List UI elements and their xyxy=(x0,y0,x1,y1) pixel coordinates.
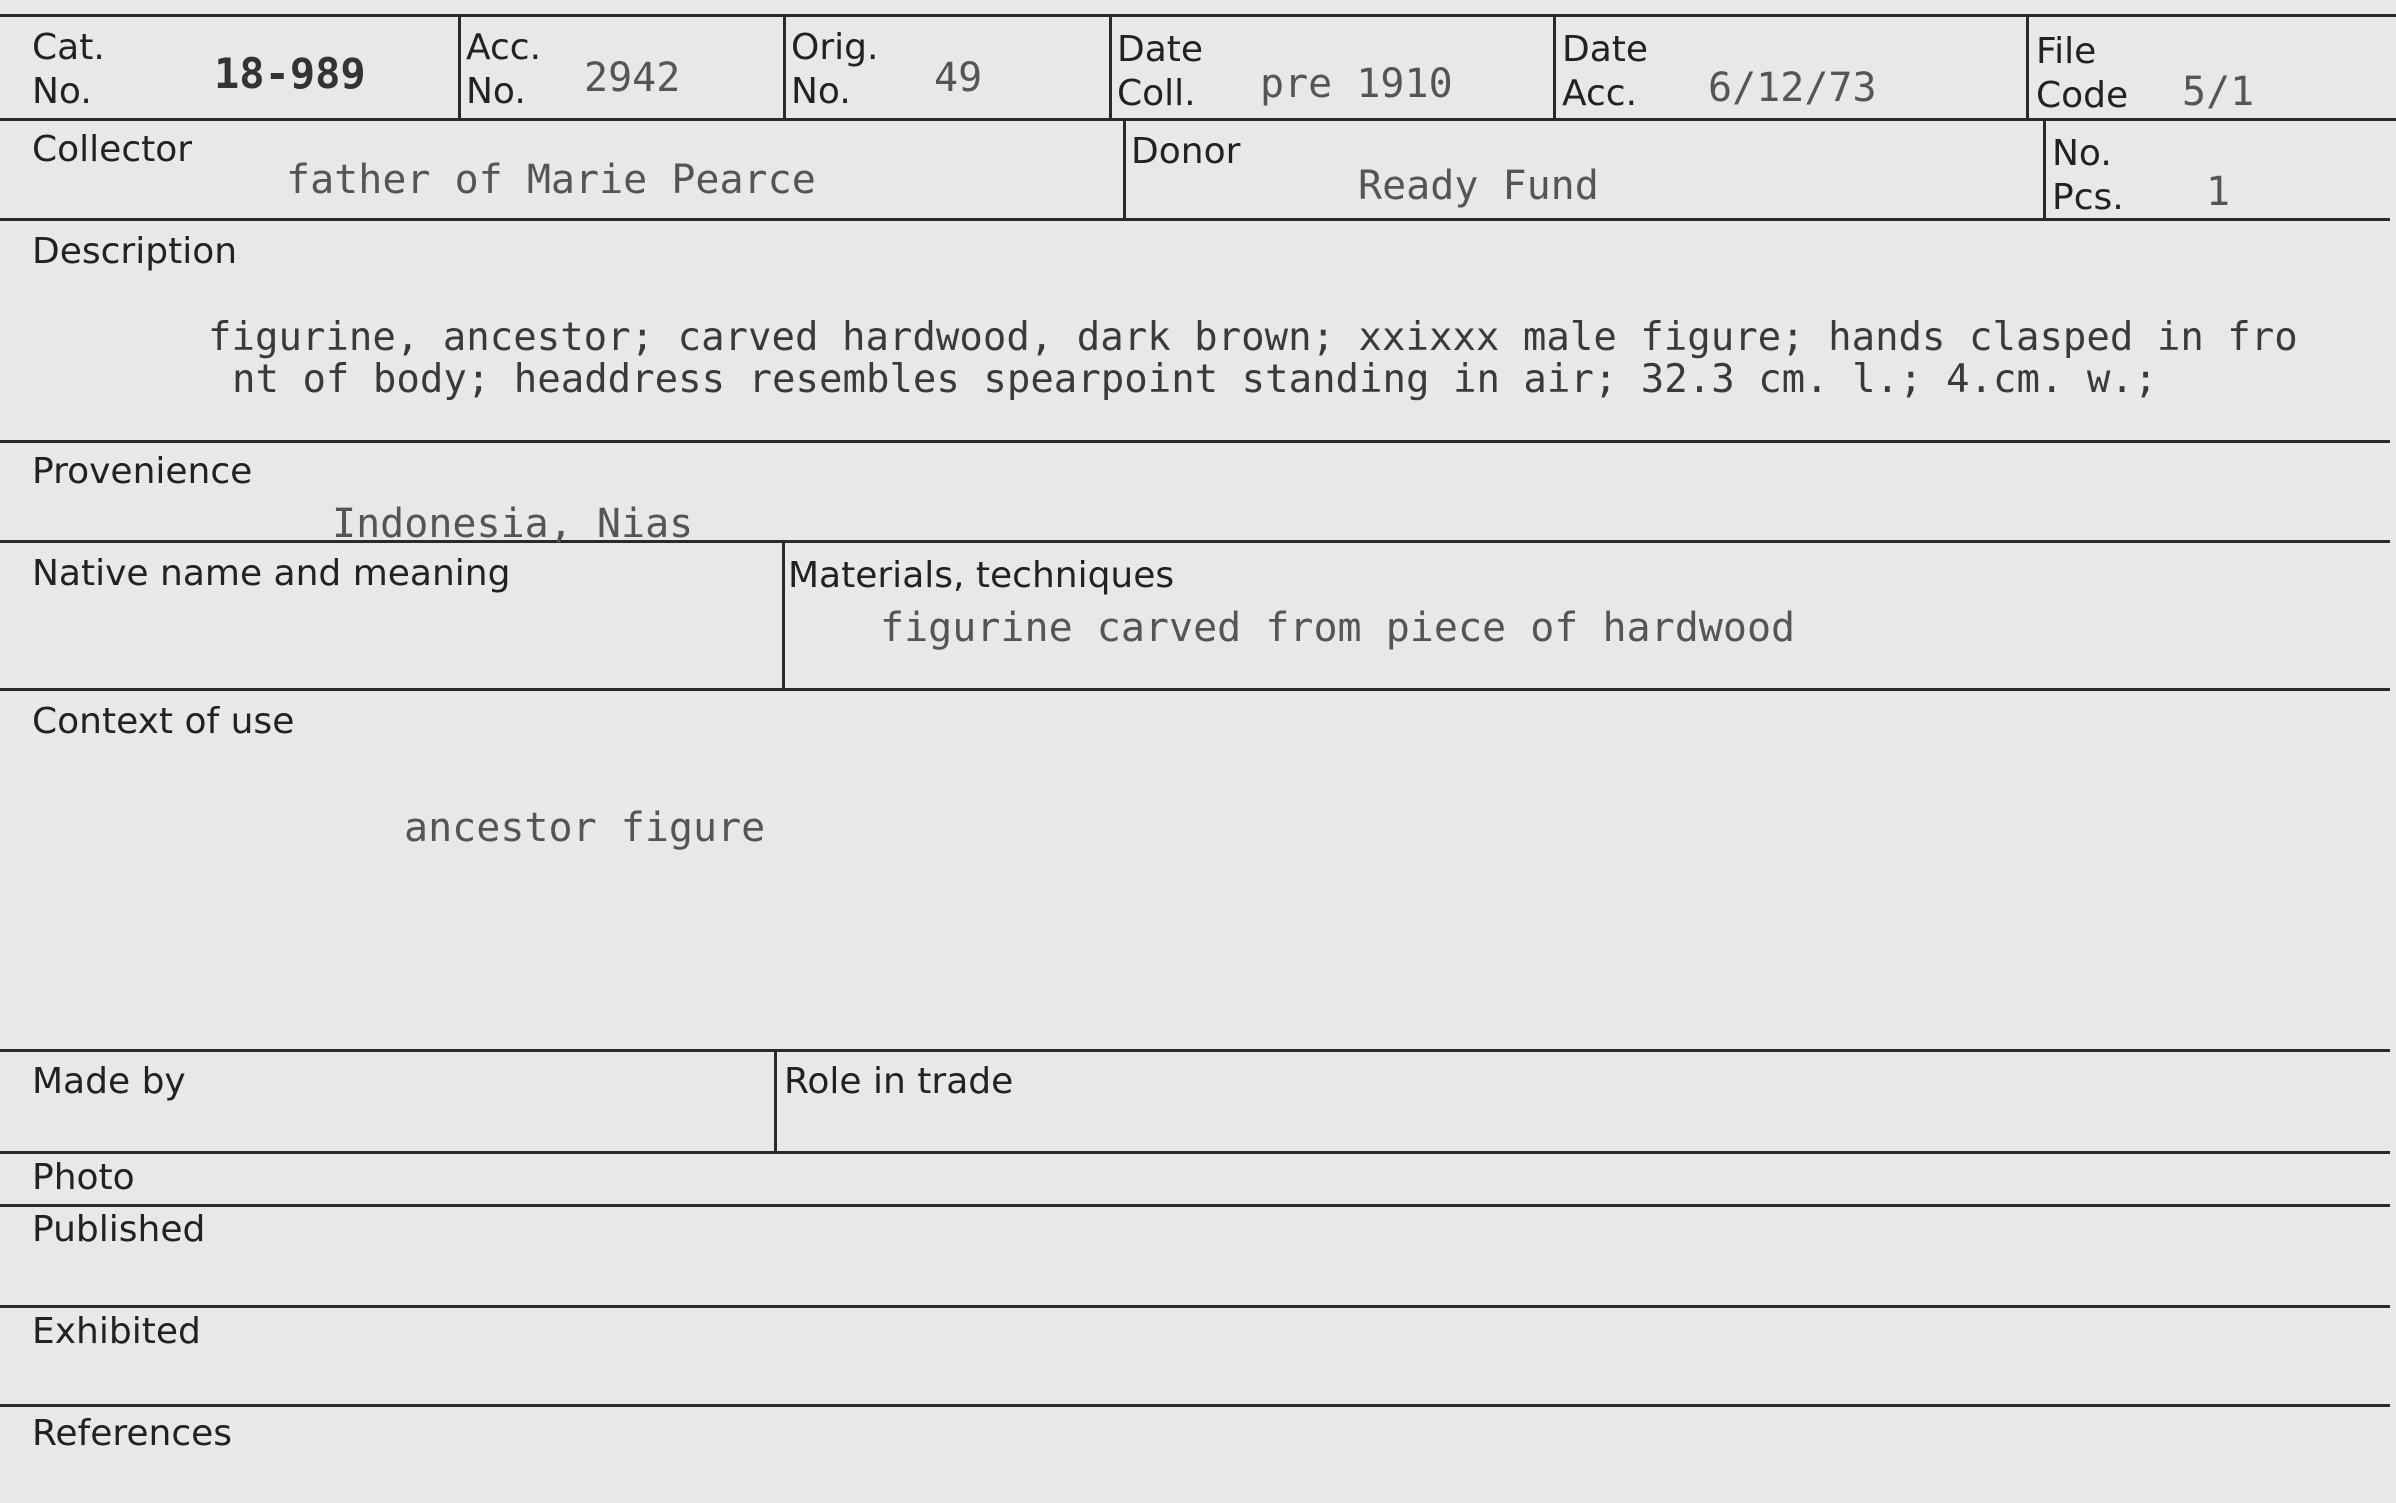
acc-no-label: Acc. No. xyxy=(466,27,542,112)
photo-label: Photo xyxy=(32,1157,135,1198)
donor-label: Donor xyxy=(1131,131,1241,172)
divider-acc-orig xyxy=(783,14,786,120)
description-label: Description xyxy=(32,231,238,272)
divider-native-materials xyxy=(782,540,785,690)
divider-cat-acc xyxy=(458,14,461,120)
date-acc-value: 6/12/73 xyxy=(1708,65,1877,111)
acc-no-value: 2942 xyxy=(584,55,681,101)
row2-bottom-rule xyxy=(0,218,2390,221)
context-value: ancestor figure xyxy=(404,805,766,851)
pcs-label: No. Pcs. xyxy=(2052,133,2124,218)
divider-dateacc-filecode xyxy=(2026,14,2029,120)
divider-collector-donor xyxy=(1123,118,1126,220)
provenience-label: Provenience xyxy=(32,451,253,492)
divider-madeby-role xyxy=(774,1049,777,1153)
orig-no-value: 49 xyxy=(934,55,983,101)
date-acc-label: Date Acc. xyxy=(1562,29,1649,114)
materials-value: figurine carved from piece of hardwood xyxy=(880,605,1796,651)
cat-no-value: 18-989 xyxy=(214,49,366,98)
references-label: References xyxy=(32,1413,233,1454)
collector-label: Collector xyxy=(32,129,193,170)
madeby-bottom-rule xyxy=(0,1151,2390,1154)
made-by-label: Made by xyxy=(32,1061,186,1102)
exhibited-label: Exhibited xyxy=(32,1311,201,1352)
materials-label: Materials, techniques xyxy=(788,555,1175,596)
context-bottom-rule xyxy=(0,1049,2390,1052)
divider-datecoll-dateacc xyxy=(1553,14,1556,120)
row1-bottom-rule xyxy=(0,118,2396,121)
date-coll-value: pre 1910 xyxy=(1260,61,1453,107)
divider-donor-pcs xyxy=(2043,118,2046,220)
provenience-value: Indonesia, Nias xyxy=(332,501,694,547)
date-coll-label: Date Coll. xyxy=(1117,29,1204,114)
description-line-2: nt of body; headdress resembles spearpoint standing in air; 32.3 cm. l.; 4.cm. w.; xyxy=(232,357,2158,402)
description-line-1: figurine, ancestor; carved hardwood, dark brown; xxixxx male figure; hands clasped in fro xyxy=(208,315,2298,360)
file-code-value: 5/1 xyxy=(2182,69,2255,115)
exhibited-bottom-rule xyxy=(0,1404,2390,1407)
collector-value: father of Marie Pearce xyxy=(286,157,816,203)
top-border xyxy=(0,14,2396,17)
donor-value: Ready Fund xyxy=(1358,163,1599,209)
native-bottom-rule xyxy=(0,688,2390,691)
pcs-value: 1 xyxy=(2206,169,2231,215)
native-name-label: Native name and meaning xyxy=(32,553,511,594)
published-bottom-rule xyxy=(0,1305,2390,1308)
divider-orig-datecoll xyxy=(1109,14,1112,120)
orig-no-label: Orig. No. xyxy=(791,27,879,112)
file-code-label: File Code xyxy=(2036,31,2129,116)
context-label: Context of use xyxy=(32,701,295,742)
cat-no-label: Cat. No. xyxy=(32,27,105,112)
role-in-trade-label: Role in trade xyxy=(784,1061,1014,1102)
published-label: Published xyxy=(32,1209,206,1250)
photo-bottom-rule xyxy=(0,1204,2390,1207)
description-bottom-rule xyxy=(0,440,2390,443)
